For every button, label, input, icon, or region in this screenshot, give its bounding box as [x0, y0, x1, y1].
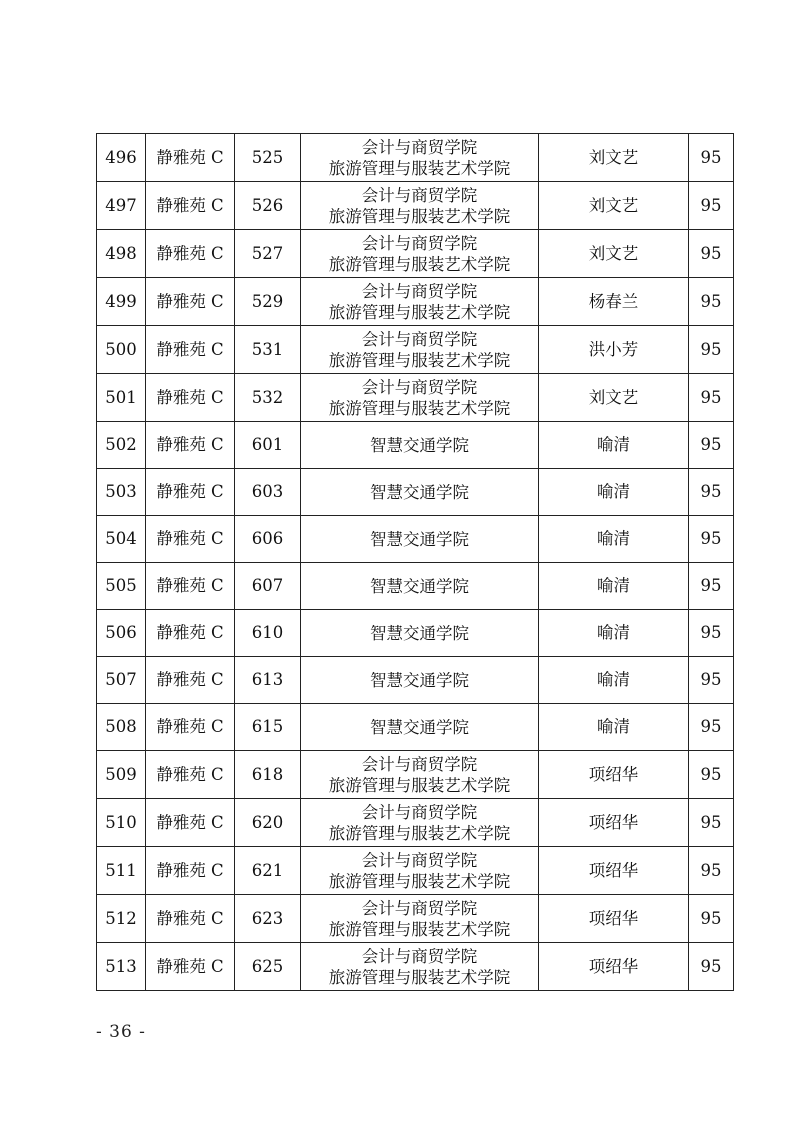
college-cell [301, 469, 539, 516]
college-line: 会计与商贸学院 [361, 377, 478, 397]
score-cell: 95 [689, 943, 734, 991]
seq-cell: 499 [97, 278, 146, 326]
college-cell [301, 751, 539, 799]
college-line: 智慧交通学院 [370, 576, 469, 596]
name-cell: 喻清 [539, 610, 689, 657]
room-cell: 607 [235, 563, 301, 610]
score-cell: 95 [689, 374, 734, 422]
room-cell: 623 [235, 895, 301, 943]
building-cell: 静雅苑 C [146, 374, 235, 422]
score-cell: 95 [689, 134, 734, 182]
name-cell: 项绍华 [539, 751, 689, 799]
college-line: 旅游管理与服装艺术学院 [328, 871, 511, 891]
college-cell [301, 422, 539, 469]
score-cell: 95 [689, 657, 734, 704]
college-cell [301, 610, 539, 657]
table-row [97, 799, 734, 847]
score-cell: 95 [689, 278, 734, 326]
college-cell [301, 516, 539, 563]
name-cell: 刘文艺 [539, 374, 689, 422]
name-cell: 喻清 [539, 469, 689, 516]
table-row [97, 610, 734, 657]
dormitory-table [96, 133, 734, 991]
room-cell: 526 [235, 182, 301, 230]
seq-cell: 512 [97, 895, 146, 943]
room-cell: 620 [235, 799, 301, 847]
building-cell: 静雅苑 C [146, 516, 235, 563]
name-cell: 项绍华 [539, 799, 689, 847]
building-cell: 静雅苑 C [146, 847, 235, 895]
college-cell [301, 134, 539, 182]
name-cell: 项绍华 [539, 943, 689, 991]
college-line: 会计与商贸学院 [361, 281, 478, 301]
room-cell: 618 [235, 751, 301, 799]
college-cell [301, 657, 539, 704]
name-cell: 杨春兰 [539, 278, 689, 326]
score-cell: 95 [689, 799, 734, 847]
building-cell: 静雅苑 C [146, 943, 235, 991]
college-line: 旅游管理与服装艺术学院 [328, 919, 511, 939]
table-row [97, 469, 734, 516]
college-cell [301, 230, 539, 278]
room-cell: 615 [235, 704, 301, 751]
building-cell: 静雅苑 C [146, 326, 235, 374]
room-cell: 621 [235, 847, 301, 895]
college-line: 智慧交通学院 [370, 670, 469, 690]
score-cell: 95 [689, 610, 734, 657]
score-cell: 95 [689, 422, 734, 469]
building-cell: 静雅苑 C [146, 563, 235, 610]
college-cell [301, 704, 539, 751]
score-cell: 95 [689, 469, 734, 516]
building-cell: 静雅苑 C [146, 751, 235, 799]
table-row [97, 422, 734, 469]
name-cell: 喻清 [539, 704, 689, 751]
seq-cell: 502 [97, 422, 146, 469]
college-cell [301, 278, 539, 326]
college-line: 会计与商贸学院 [361, 137, 478, 157]
table-row [97, 278, 734, 326]
room-cell: 532 [235, 374, 301, 422]
seq-cell: 501 [97, 374, 146, 422]
college-cell [301, 895, 539, 943]
building-cell: 静雅苑 C [146, 799, 235, 847]
score-cell: 95 [689, 182, 734, 230]
college-cell [301, 943, 539, 991]
college-line: 智慧交通学院 [370, 482, 469, 502]
name-cell: 项绍华 [539, 895, 689, 943]
building-cell: 静雅苑 C [146, 182, 235, 230]
seq-cell: 503 [97, 469, 146, 516]
table-row [97, 943, 734, 991]
seq-cell: 496 [97, 134, 146, 182]
college-line: 旅游管理与服装艺术学院 [328, 967, 511, 987]
seq-cell: 513 [97, 943, 146, 991]
table-row [97, 230, 734, 278]
table-row [97, 182, 734, 230]
score-cell: 95 [689, 704, 734, 751]
room-cell: 610 [235, 610, 301, 657]
seq-cell: 508 [97, 704, 146, 751]
college-line: 旅游管理与服装艺术学院 [328, 823, 511, 843]
seq-cell: 511 [97, 847, 146, 895]
seq-cell: 497 [97, 182, 146, 230]
college-cell [301, 799, 539, 847]
score-cell: 95 [689, 563, 734, 610]
seq-cell: 498 [97, 230, 146, 278]
building-cell: 静雅苑 C [146, 895, 235, 943]
college-line: 智慧交通学院 [370, 623, 469, 643]
building-cell: 静雅苑 C [146, 230, 235, 278]
building-cell: 静雅苑 C [146, 657, 235, 704]
score-cell: 95 [689, 516, 734, 563]
seq-cell: 506 [97, 610, 146, 657]
table-row [97, 751, 734, 799]
college-cell [301, 374, 539, 422]
college-cell [301, 326, 539, 374]
table-row [97, 895, 734, 943]
room-cell: 603 [235, 469, 301, 516]
college-line: 会计与商贸学院 [361, 898, 478, 918]
building-cell: 静雅苑 C [146, 469, 235, 516]
college-cell [301, 563, 539, 610]
room-cell: 625 [235, 943, 301, 991]
page-number: - 36 - [96, 1022, 146, 1042]
college-line: 会计与商贸学院 [361, 850, 478, 870]
college-line: 旅游管理与服装艺术学院 [328, 254, 511, 274]
score-cell: 95 [689, 847, 734, 895]
name-cell: 喻清 [539, 516, 689, 563]
college-line: 会计与商贸学院 [361, 754, 478, 774]
seq-cell: 500 [97, 326, 146, 374]
score-cell: 95 [689, 895, 734, 943]
name-cell: 刘文艺 [539, 182, 689, 230]
college-line: 旅游管理与服装艺术学院 [328, 350, 511, 370]
room-cell: 601 [235, 422, 301, 469]
name-cell: 喻清 [539, 422, 689, 469]
college-line: 旅游管理与服装艺术学院 [328, 775, 511, 795]
building-cell: 静雅苑 C [146, 134, 235, 182]
college-line: 会计与商贸学院 [361, 329, 478, 349]
name-cell: 喻清 [539, 657, 689, 704]
room-cell: 613 [235, 657, 301, 704]
seq-cell: 510 [97, 799, 146, 847]
building-cell: 静雅苑 C [146, 610, 235, 657]
table-row [97, 657, 734, 704]
name-cell: 项绍华 [539, 847, 689, 895]
college-line: 会计与商贸学院 [361, 802, 478, 822]
table-row [97, 563, 734, 610]
college-line: 旅游管理与服装艺术学院 [328, 206, 511, 226]
room-cell: 527 [235, 230, 301, 278]
room-cell: 525 [235, 134, 301, 182]
seq-cell: 504 [97, 516, 146, 563]
college-line: 会计与商贸学院 [361, 946, 478, 966]
score-cell: 95 [689, 230, 734, 278]
table-row [97, 847, 734, 895]
name-cell: 喻清 [539, 563, 689, 610]
table-row [97, 704, 734, 751]
seq-cell: 509 [97, 751, 146, 799]
table-row [97, 326, 734, 374]
table-row [97, 134, 734, 182]
name-cell: 刘文艺 [539, 230, 689, 278]
college-line: 旅游管理与服装艺术学院 [328, 302, 511, 322]
building-cell: 静雅苑 C [146, 704, 235, 751]
college-line: 智慧交通学院 [370, 529, 469, 549]
name-cell: 刘文艺 [539, 134, 689, 182]
score-cell: 95 [689, 326, 734, 374]
college-line: 旅游管理与服装艺术学院 [328, 398, 511, 418]
room-cell: 606 [235, 516, 301, 563]
room-cell: 531 [235, 326, 301, 374]
college-line: 会计与商贸学院 [361, 233, 478, 253]
college-line: 会计与商贸学院 [361, 185, 478, 205]
college-line: 智慧交通学院 [370, 435, 469, 455]
table-row [97, 516, 734, 563]
seq-cell: 507 [97, 657, 146, 704]
building-cell: 静雅苑 C [146, 278, 235, 326]
name-cell: 洪小芳 [539, 326, 689, 374]
room-cell: 529 [235, 278, 301, 326]
table-row [97, 374, 734, 422]
college-line: 旅游管理与服装艺术学院 [328, 158, 511, 178]
score-cell: 95 [689, 751, 734, 799]
college-cell [301, 182, 539, 230]
seq-cell: 505 [97, 563, 146, 610]
college-line: 智慧交通学院 [370, 717, 469, 737]
building-cell: 静雅苑 C [146, 422, 235, 469]
table-body [97, 134, 734, 991]
college-cell [301, 847, 539, 895]
